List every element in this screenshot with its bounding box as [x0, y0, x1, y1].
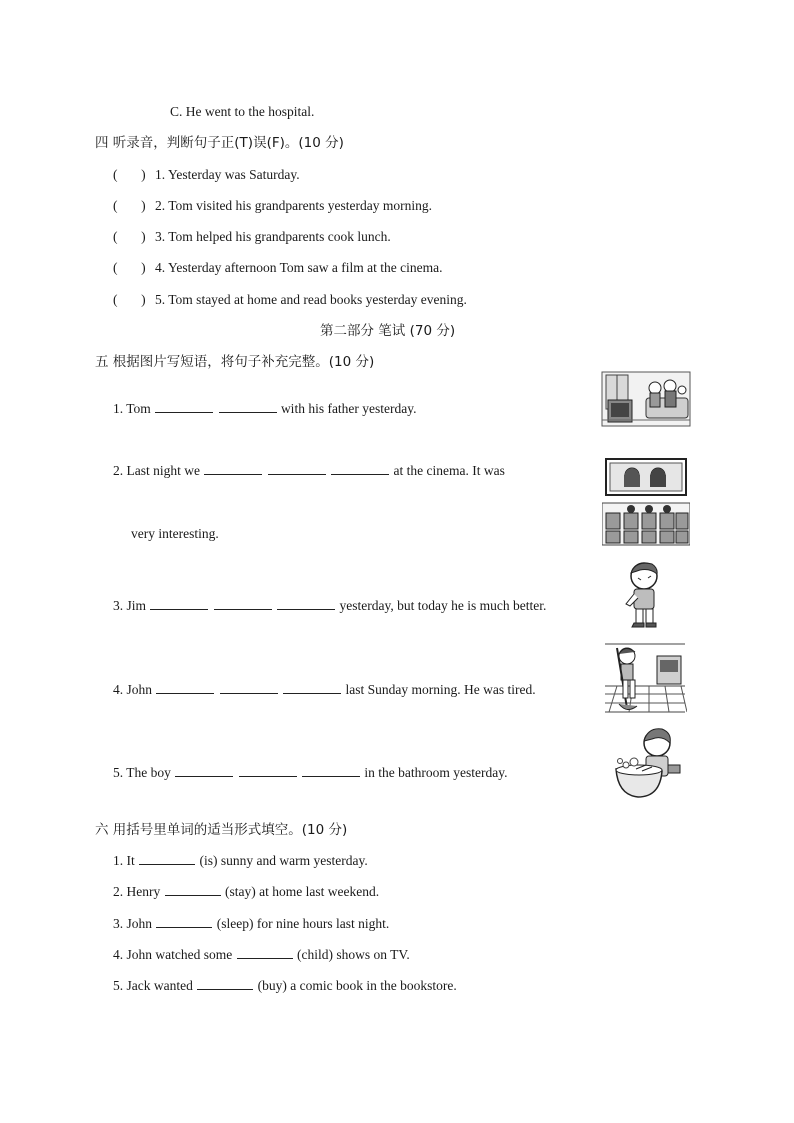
answer-blank[interactable] [331, 462, 389, 475]
cinema-picture [602, 457, 690, 547]
answer-blank[interactable] [220, 681, 278, 694]
answer-blank[interactable] [302, 764, 360, 777]
list-item: ( ) 1. Yesterday was Saturday. [113, 167, 300, 182]
question-row: 5. The boy in the bathroom yesterday. [113, 765, 508, 780]
boy-cleaning-room-picture [603, 642, 687, 714]
question-row: 2. Last night we at the cinema. It was [113, 463, 505, 478]
answer-blank[interactable] [277, 597, 335, 610]
question-row: 3. John (sleep) for nine hours last night. [113, 916, 390, 931]
previous-option: C. He went to the hospital. [170, 104, 315, 119]
answer-blank[interactable] [156, 681, 214, 694]
question-row: 2. Henry (stay) at home last weekend. [113, 884, 380, 899]
answer-blank[interactable] [155, 400, 213, 413]
answer-blank[interactable] [283, 681, 341, 694]
boy-washing-clothes-picture [612, 725, 684, 801]
answer-blank[interactable] [214, 597, 272, 610]
question-row: 3. Jim yesterday, but today he is much better. [113, 598, 547, 613]
answer-blank[interactable] [237, 946, 293, 959]
family-watching-tv-picture [600, 370, 692, 428]
part-2-title: 第二部分 笔试 (70 分) [320, 323, 456, 339]
answer-blank[interactable] [150, 597, 208, 610]
sick-boy-picture [622, 560, 670, 630]
section-4-title: 四 听录音，判断句子正(T)误(F)。(10 分) [95, 135, 344, 151]
question-row: 1. Tom with his father yesterday. [113, 401, 417, 416]
section-6-title: 六 用括号里单词的适当形式填空。(10 分) [95, 822, 348, 838]
question-continuation: very interesting. [131, 526, 219, 541]
list-item: ( ) 5. Tom stayed at home and read books yesterday evening. [113, 292, 467, 307]
list-item: ( ) 2. Tom visited his grandparents yesterday morning. [113, 198, 433, 213]
answer-blank[interactable] [268, 462, 326, 475]
answer-blank[interactable] [175, 764, 233, 777]
answer-blank[interactable] [219, 400, 277, 413]
answer-blank[interactable] [197, 977, 253, 990]
answer-blank[interactable] [139, 852, 195, 865]
question-row: 1. It (is) sunny and warm yesterday. [113, 853, 368, 868]
answer-blank[interactable] [165, 883, 221, 896]
answer-blank[interactable] [204, 462, 262, 475]
answer-blank[interactable] [239, 764, 297, 777]
question-row: 4. John last Sunday morning. He was tired. [113, 682, 536, 697]
list-item: ( ) 4. Yesterday afternoon Tom saw a film at the cinema. [113, 260, 443, 275]
question-row: 4. John watched some (child) shows on TV. [113, 947, 410, 962]
answer-blank[interactable] [156, 915, 212, 928]
question-row: 5. Jack wanted (buy) a comic book in the bookstore. [113, 978, 457, 993]
list-item: ( ) 3. Tom helped his grandparents cook lunch. [113, 229, 391, 244]
section-5-title: 五 根据图片写短语，将句子补充完整。(10 分) [95, 354, 375, 370]
